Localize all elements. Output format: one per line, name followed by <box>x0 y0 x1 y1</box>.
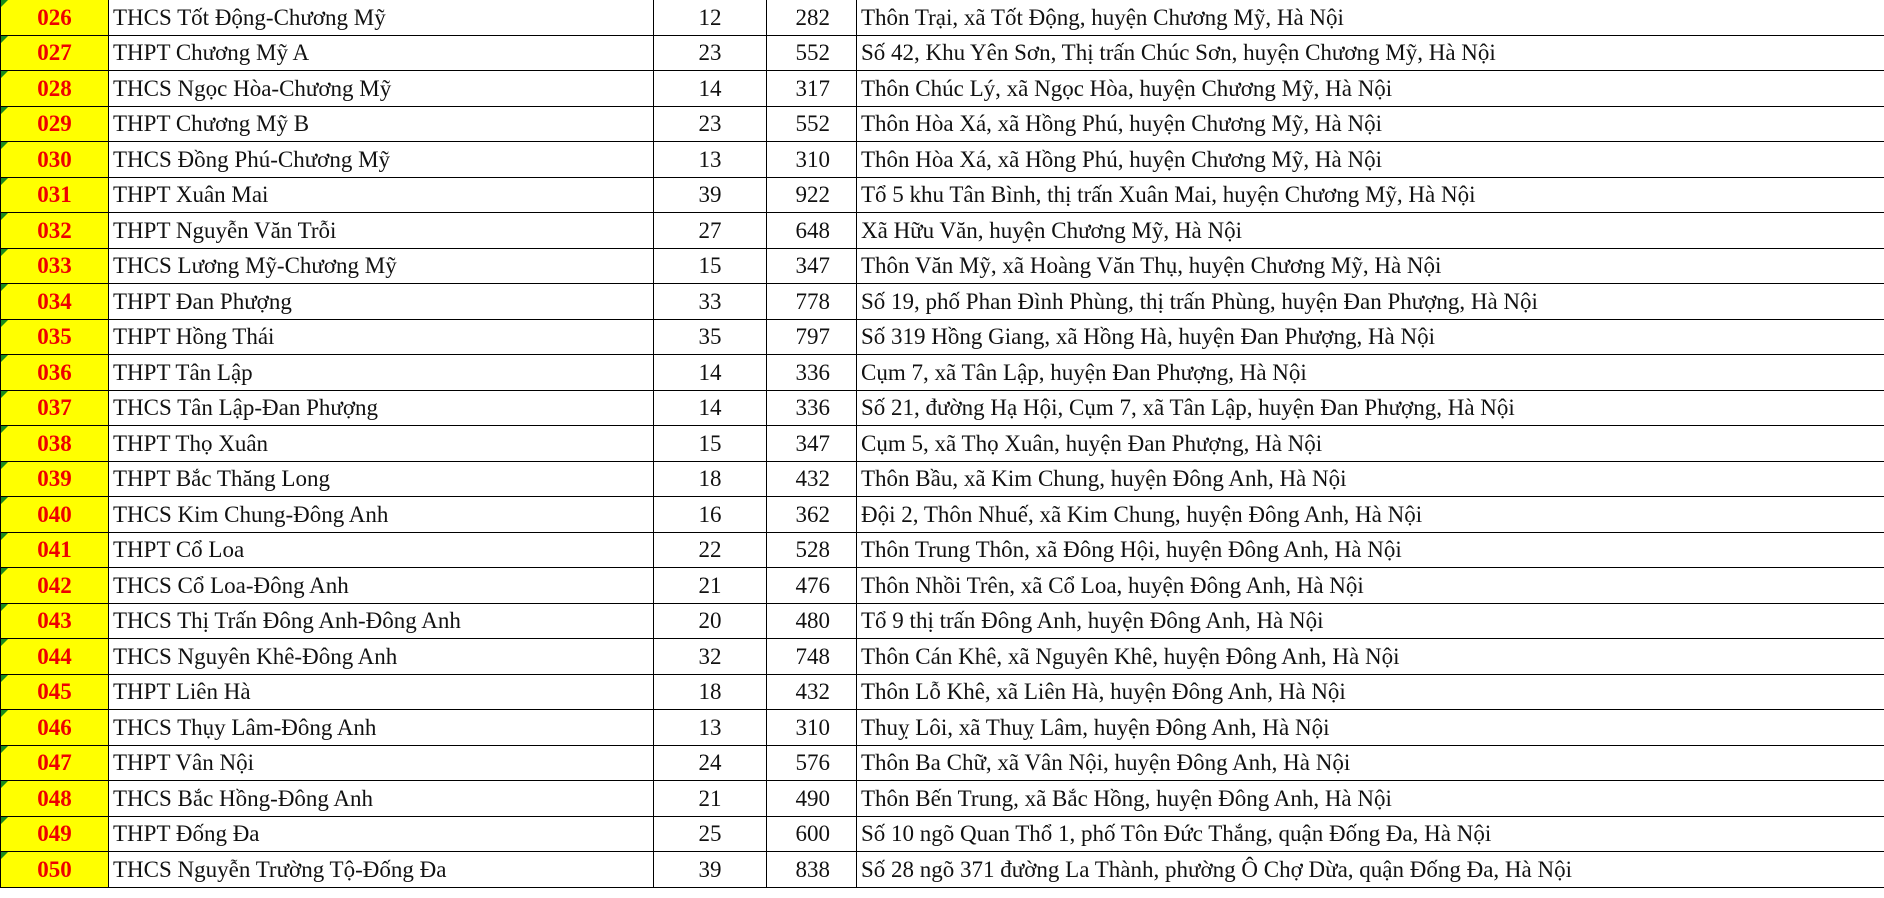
table-row <box>1 213 1884 249</box>
cell-code[interactable]: 036 <box>1 355 109 391</box>
table-row <box>1 390 1884 426</box>
table-row <box>1 710 1884 746</box>
cell-students[interactable]: 748 <box>767 639 857 675</box>
cell-code[interactable]: 043 <box>1 603 109 639</box>
cell-students[interactable]: 778 <box>767 284 857 320</box>
cell-school-name[interactable]: THCS Cổ Loa-Đông Anh <box>109 568 654 604</box>
cell-address[interactable]: Số 319 Hồng Giang, xã Hồng Hà, huyện Đan Phượng, Hà Nội <box>857 319 1884 355</box>
cell-school-name[interactable]: THCS Thụy Lâm-Đông Anh <box>109 710 654 746</box>
cell-classes[interactable]: 13 <box>654 142 767 178</box>
cell-school-name[interactable]: THPT Vân Nội <box>109 745 654 781</box>
cell-address[interactable]: Số 21, đường Hạ Hội, Cụm 7, xã Tân Lập, huyện Đan Phượng, Hà Nội <box>857 390 1884 426</box>
table-row <box>1 142 1884 178</box>
cell-classes[interactable]: 27 <box>654 213 767 249</box>
cell-school-name[interactable]: THCS Ngọc Hòa-Chương Mỹ <box>109 71 654 107</box>
cell-address[interactable]: Số 19, phố Phan Đình Phùng, thị trấn Phùng, huyện Đan Phượng, Hà Nội <box>857 284 1884 320</box>
cell-code[interactable]: 029 <box>1 106 109 142</box>
cell-address[interactable]: Thôn Bầu, xã Kim Chung, huyện Đông Anh, Hà Nội <box>857 461 1884 497</box>
cell-code[interactable]: 031 <box>1 177 109 213</box>
cell-students[interactable]: 347 <box>767 248 857 284</box>
table-body <box>1 0 1884 887</box>
cell-classes[interactable]: 14 <box>654 355 767 391</box>
cell-school-name[interactable]: THPT Nguyễn Văn Trỗi <box>109 213 654 249</box>
table-row <box>1 284 1884 320</box>
cell-code[interactable]: 037 <box>1 390 109 426</box>
table-row <box>1 603 1884 639</box>
cell-address[interactable]: Cụm 5, xã Thọ Xuân, huyện Đan Phượng, Hà Nội <box>857 426 1884 462</box>
cell-classes[interactable]: 18 <box>654 461 767 497</box>
cell-address[interactable]: Thôn Ba Chữ, xã Vân Nội, huyện Đông Anh, Hà Nội <box>857 745 1884 781</box>
cell-students[interactable]: 310 <box>767 142 857 178</box>
cell-code[interactable]: 048 <box>1 781 109 817</box>
cell-code[interactable]: 034 <box>1 284 109 320</box>
table-row <box>1 177 1884 213</box>
cell-code[interactable]: 045 <box>1 674 109 710</box>
table-row <box>1 461 1884 497</box>
cell-classes[interactable]: 21 <box>654 568 767 604</box>
cell-address[interactable]: Số 42, Khu Yên Sơn, Thị trấn Chúc Sơn, huyện Chương Mỹ, Hà Nội <box>857 35 1884 71</box>
cell-code[interactable]: 041 <box>1 532 109 568</box>
cell-classes[interactable]: 18 <box>654 674 767 710</box>
cell-code[interactable]: 027 <box>1 35 109 71</box>
cell-students[interactable]: 528 <box>767 532 857 568</box>
table-row <box>1 532 1884 568</box>
table-row <box>1 745 1884 781</box>
cell-code[interactable]: 035 <box>1 319 109 355</box>
cell-school-name[interactable]: THCS Đồng Phú-Chương Mỹ <box>109 142 654 178</box>
cell-classes[interactable]: 15 <box>654 248 767 284</box>
cell-students[interactable]: 922 <box>767 177 857 213</box>
cell-students[interactable]: 648 <box>767 213 857 249</box>
cell-classes[interactable]: 14 <box>654 71 767 107</box>
cell-address[interactable]: Thôn Hòa Xá, xã Hồng Phú, huyện Chương Mỹ, Hà Nội <box>857 106 1884 142</box>
cell-address[interactable]: Thôn Bến Trung, xã Bắc Hồng, huyện Đông Anh, Hà Nội <box>857 781 1884 817</box>
cell-address[interactable]: Thuỵ Lôi, xã Thuỵ Lâm, huyện Đông Anh, Hà Nội <box>857 710 1884 746</box>
cell-classes[interactable]: 12 <box>654 0 767 35</box>
cell-code[interactable]: 033 <box>1 248 109 284</box>
cell-school-name[interactable]: THCS Tân Lập-Đan Phượng <box>109 390 654 426</box>
cell-school-name[interactable]: THPT Thọ Xuân <box>109 426 654 462</box>
table-row <box>1 106 1884 142</box>
cell-students[interactable]: 476 <box>767 568 857 604</box>
cell-code[interactable]: 044 <box>1 639 109 675</box>
cell-school-name[interactable]: THPT Xuân Mai <box>109 177 654 213</box>
cell-students[interactable]: 310 <box>767 710 857 746</box>
cell-classes[interactable]: 14 <box>654 390 767 426</box>
cell-students[interactable]: 480 <box>767 603 857 639</box>
cell-address[interactable]: Số 28 ngõ 371 đường La Thành, phường Ô Chợ Dừa, quận Đống Đa, Hà Nội <box>857 852 1884 888</box>
cell-students[interactable]: 362 <box>767 497 857 533</box>
table-row <box>1 355 1884 391</box>
cell-school-name[interactable]: THCS Tốt Động-Chương Mỹ <box>109 0 654 35</box>
cell-classes[interactable]: 39 <box>654 177 767 213</box>
cell-classes[interactable]: 25 <box>654 816 767 852</box>
table-row <box>1 319 1884 355</box>
cell-school-name[interactable]: THPT Đan Phượng <box>109 284 654 320</box>
cell-students[interactable]: 336 <box>767 355 857 391</box>
cell-school-name[interactable]: THCS Thị Trấn Đông Anh-Đông Anh <box>109 603 654 639</box>
cell-address[interactable]: Thôn Trung Thôn, xã Đông Hội, huyện Đông Anh, Hà Nội <box>857 532 1884 568</box>
cell-school-name[interactable]: THPT Liên Hà <box>109 674 654 710</box>
table-row <box>1 781 1884 817</box>
cell-students[interactable]: 797 <box>767 319 857 355</box>
cell-code[interactable]: 049 <box>1 816 109 852</box>
cell-school-name[interactable]: THPT Chương Mỹ B <box>109 106 654 142</box>
cell-classes[interactable]: 15 <box>654 426 767 462</box>
cell-students[interactable]: 576 <box>767 745 857 781</box>
cell-school-name[interactable]: THCS Bắc Hồng-Đông Anh <box>109 781 654 817</box>
cell-classes[interactable]: 39 <box>654 852 767 888</box>
cell-students[interactable]: 282 <box>767 0 857 35</box>
cell-address[interactable]: Thôn Hòa Xá, xã Hồng Phú, huyện Chương Mỹ, Hà Nội <box>857 142 1884 178</box>
cell-school-name[interactable]: THCS Nguyên Khê-Đông Anh <box>109 639 654 675</box>
cell-address[interactable]: Đội 2, Thôn Nhuế, xã Kim Chung, huyện Đông Anh, Hà Nội <box>857 497 1884 533</box>
cell-code[interactable]: 028 <box>1 71 109 107</box>
cell-classes[interactable]: 32 <box>654 639 767 675</box>
cell-code[interactable]: 026 <box>1 0 109 35</box>
cell-students[interactable]: 552 <box>767 35 857 71</box>
cell-address[interactable]: Thôn Cán Khê, xã Nguyên Khê, huyện Đông Anh, Hà Nội <box>857 639 1884 675</box>
table-row <box>1 248 1884 284</box>
cell-classes[interactable]: 23 <box>654 35 767 71</box>
cell-code[interactable]: 040 <box>1 497 109 533</box>
cell-code[interactable]: 047 <box>1 745 109 781</box>
cell-school-name[interactable]: THPT Chương Mỹ A <box>109 35 654 71</box>
cell-school-name[interactable]: THPT Cổ Loa <box>109 532 654 568</box>
cell-school-name[interactable]: THPT Bắc Thăng Long <box>109 461 654 497</box>
cell-school-name[interactable]: THCS Nguyễn Trường Tộ-Đống Đa <box>109 852 654 888</box>
cell-students[interactable]: 347 <box>767 426 857 462</box>
table-row <box>1 816 1884 852</box>
cell-address[interactable]: Tổ 5 khu Tân Bình, thị trấn Xuân Mai, huyện Chương Mỹ, Hà Nội <box>857 177 1884 213</box>
cell-school-name[interactable]: THPT Hồng Thái <box>109 319 654 355</box>
table-row <box>1 639 1884 675</box>
cell-code[interactable]: 050 <box>1 852 109 888</box>
cell-classes[interactable]: 23 <box>654 106 767 142</box>
cell-classes[interactable]: 35 <box>654 319 767 355</box>
table-row <box>1 0 1884 35</box>
cell-address[interactable]: Thôn Văn Mỹ, xã Hoàng Văn Thụ, huyện Chương Mỹ, Hà Nội <box>857 248 1884 284</box>
cell-code[interactable]: 046 <box>1 710 109 746</box>
table-row <box>1 568 1884 604</box>
cell-school-name[interactable]: THCS Kim Chung-Đông Anh <box>109 497 654 533</box>
cell-address[interactable]: Tổ 9 thị trấn Đông Anh, huyện Đông Anh, Hà Nội <box>857 603 1884 639</box>
table-row <box>1 852 1884 888</box>
cell-address[interactable]: Số 10 ngõ Quan Thổ 1, phố Tôn Đức Thắng, quận Đống Đa, Hà Nội <box>857 816 1884 852</box>
cell-code[interactable]: 042 <box>1 568 109 604</box>
cell-classes[interactable]: 24 <box>654 745 767 781</box>
table-row <box>1 35 1884 71</box>
cell-students[interactable]: 336 <box>767 390 857 426</box>
cell-school-name[interactable]: THPT Tân Lập <box>109 355 654 391</box>
cell-classes[interactable]: 13 <box>654 710 767 746</box>
cell-school-name[interactable]: THPT Đống Đa <box>109 816 654 852</box>
cell-code[interactable]: 039 <box>1 461 109 497</box>
cell-students[interactable]: 600 <box>767 816 857 852</box>
table-row <box>1 71 1884 107</box>
cell-address[interactable]: Cụm 7, xã Tân Lập, huyện Đan Phượng, Hà Nội <box>857 355 1884 391</box>
cell-students[interactable]: 552 <box>767 106 857 142</box>
cell-students[interactable]: 432 <box>767 461 857 497</box>
cell-classes[interactable]: 21 <box>654 781 767 817</box>
table-row <box>1 426 1884 462</box>
cell-students[interactable]: 317 <box>767 71 857 107</box>
cell-address[interactable]: Xã Hữu Văn, huyện Chương Mỹ, Hà Nội <box>857 213 1884 249</box>
cell-classes[interactable]: 20 <box>654 603 767 639</box>
cell-students[interactable]: 490 <box>767 781 857 817</box>
cell-classes[interactable]: 16 <box>654 497 767 533</box>
cell-address[interactable]: Thôn Lỗ Khê, xã Liên Hà, huyện Đông Anh, Hà Nội <box>857 674 1884 710</box>
cell-classes[interactable]: 22 <box>654 532 767 568</box>
cell-students[interactable]: 432 <box>767 674 857 710</box>
cell-address[interactable]: Thôn Trại, xã Tốt Động, huyện Chương Mỹ, Hà Nội <box>857 0 1884 35</box>
cell-school-name[interactable]: THCS Lương Mỹ-Chương Mỹ <box>109 248 654 284</box>
cell-code[interactable]: 038 <box>1 426 109 462</box>
table-row <box>1 497 1884 533</box>
cell-code[interactable]: 032 <box>1 213 109 249</box>
cell-students[interactable]: 838 <box>767 852 857 888</box>
cell-classes[interactable]: 33 <box>654 284 767 320</box>
cell-code[interactable]: 030 <box>1 142 109 178</box>
cell-address[interactable]: Thôn Chúc Lý, xã Ngọc Hòa, huyện Chương Mỹ, Hà Nội <box>857 71 1884 107</box>
cell-address[interactable]: Thôn Nhồi Trên, xã Cổ Loa, huyện Đông Anh, Hà Nội <box>857 568 1884 604</box>
table-row <box>1 674 1884 710</box>
